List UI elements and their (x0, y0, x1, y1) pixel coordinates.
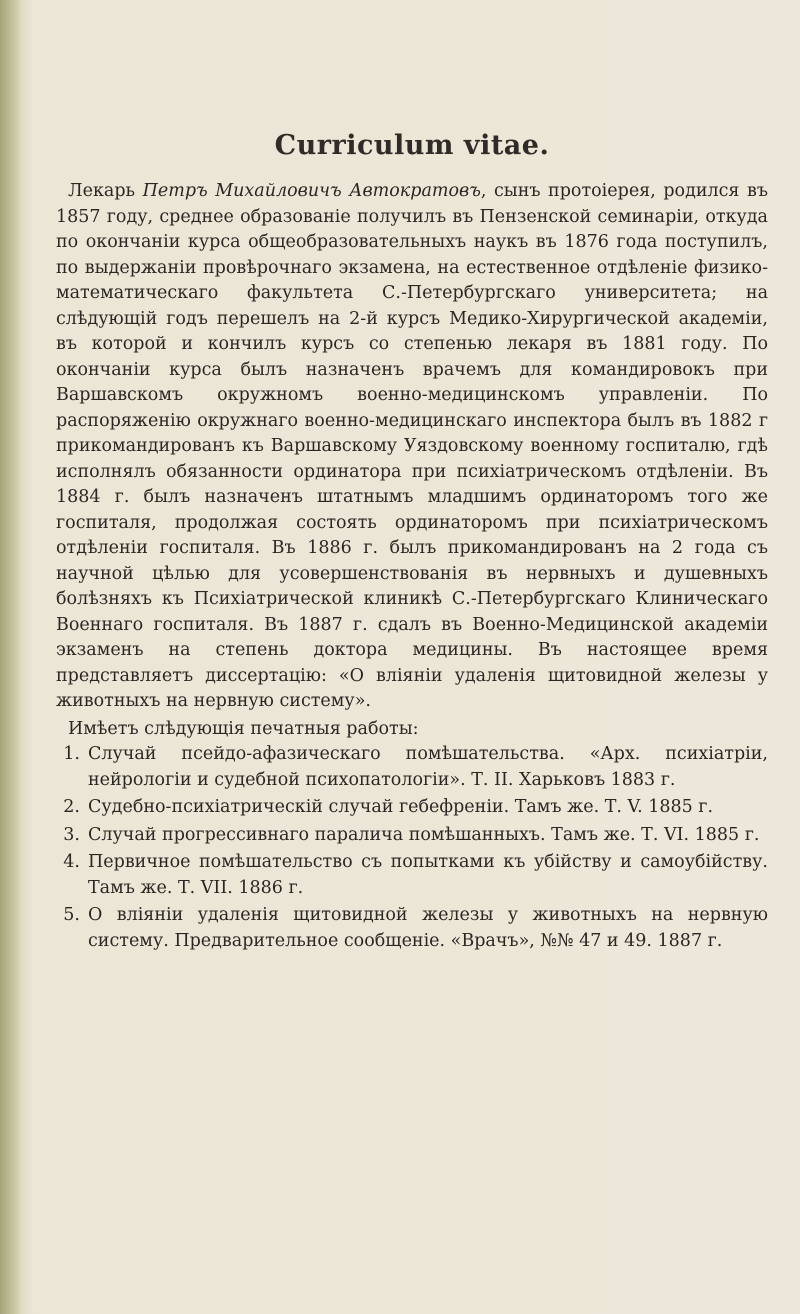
work-item (56, 823, 768, 849)
document-title: Curriculum vitae. (274, 130, 550, 161)
person-name: Петръ Михайловичъ Автократовъ (142, 181, 481, 201)
work-item (56, 742, 768, 793)
work-text: О вліяніи удаленія щитовидной железы у животныхъ на нервную систему. Предварительное сообщеніе. «Врачъ», №№ 47 и 49. 1887 г. (88, 905, 768, 951)
work-item (56, 795, 768, 821)
work-text: Судебно-психіатрическій случай гебефреніи. Тамъ же. Т. V. 1885 г. (88, 797, 714, 817)
work-text: Случай псейдо-афазическаго помѣшательства. «Арх. психіатріи, нейрологіи и судебной психопатологіи». Т. II. Харьковъ 1883 г. (88, 744, 768, 790)
work-number: 3. (63, 824, 80, 845)
bio-text: , сынъ протоіерея, родился въ 1857 году, среднее образованіе получилъ въ Пензенской семинаріи, откуда по окончаніи курса общеобразовательныхъ наукъ въ 1876 года поступилъ, по выдержаніи провѣрочнаго экзамена, на естественное отдѣленіе физико-математическаго факультета С.-Петербургскаго университета; на слѣдующій годъ перешелъ на 2-й курсъ Медико-Хирургической академіи, въ которой и кончилъ курсъ со степенью лекаря въ 1881 году. По окончаніи курса былъ назначенъ врачемъ для командировокъ при Варшавскомъ окружномъ военно-медицинскомъ управленіи. По распоряженію окружнаго военно-медицинскаго инспектора былъ въ 1882 г прикомандированъ къ Варшавскому Уяздовскому военному госпиталю, гдѣ исполнялъ обязанности ординатора при психіатрическомъ отдѣленіи. Въ 1884 г. былъ назначенъ штатнымъ младшимъ ординаторомъ того же госпиталя, продолжая состоять ординаторомъ при психіатрическомъ отдѣленіи госпиталя. Въ 1886 г. былъ прикомандированъ на 2 года съ научной цѣлью для усовершенствованія въ нервныхъ и душевныхъ болѣзняхъ къ Психіатрической клиникѣ С.-Петербургскаго Клиническаго Военнаго госпиталя. Въ 1887 г. сдалъ въ Военно-Медицинской академіи экзаменъ на степень доктора медицины. Въ настоящее время представляетъ диссертацію: «О вліяніи удаленія щитовидной железы у животныхъ на нервную систему». (56, 181, 769, 711)
work-number: 4. (63, 852, 80, 872)
works-intro: Имѣетъ слѣдующія печатныя работы: (68, 718, 419, 739)
work-text: Случай прогрессивнаго паралича помѣшанныхъ. Тамъ же. Т. VI. 1885 г. (88, 824, 760, 845)
bio-prefix: Лекарь (68, 181, 143, 201)
work-item (56, 850, 768, 901)
work-text: Первичное помѣшательство съ попытками къ убійству и самоубійству. Тамъ же. Т. VII. 1886 г. (88, 852, 768, 898)
work-item (56, 903, 768, 954)
works-list (56, 742, 768, 954)
page-binding-edge (0, 0, 22, 1314)
work-number: 1. (63, 744, 80, 764)
curriculum-vitae-document (56, 130, 768, 956)
work-number: 2. (63, 797, 80, 817)
work-number: 5. (63, 905, 80, 925)
biography-paragraph (56, 179, 768, 715)
